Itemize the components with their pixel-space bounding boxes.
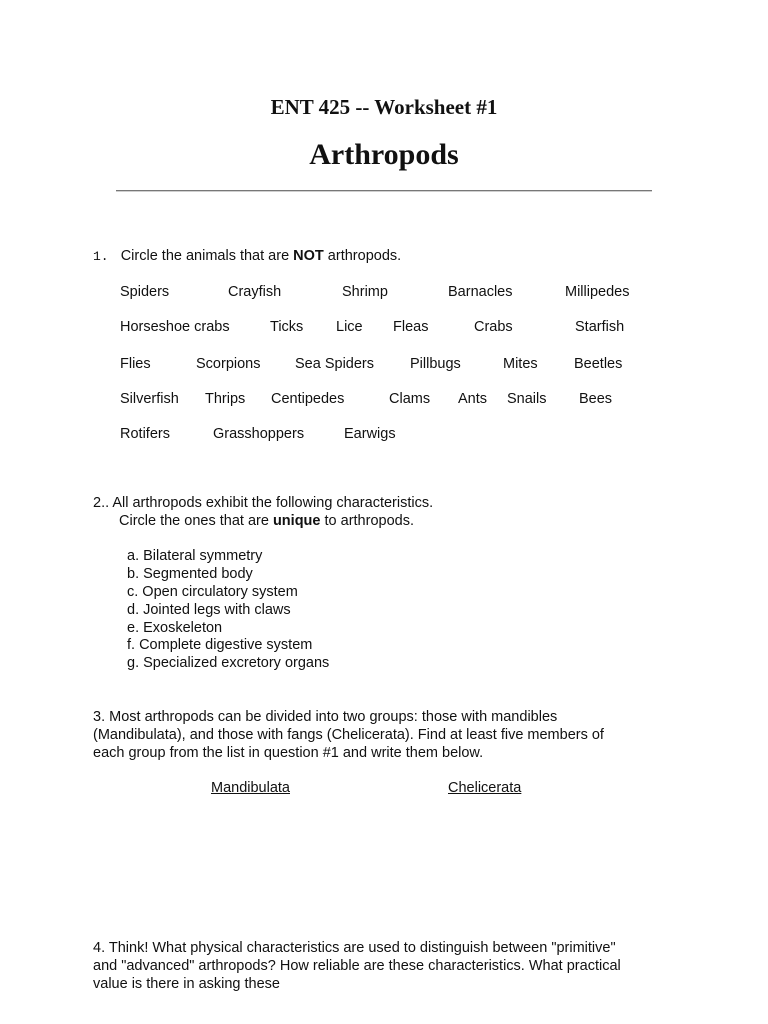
- animal-word[interactable]: Fleas: [393, 319, 429, 335]
- animal-word[interactable]: Thrips: [205, 391, 246, 407]
- animal-word[interactable]: Sea Spiders: [295, 356, 374, 372]
- animal-word[interactable]: Ticks: [270, 319, 304, 335]
- animal-word[interactable]: Barnacles: [448, 284, 513, 300]
- animal-word[interactable]: Crayfish: [228, 284, 282, 300]
- question-4-line: 4. Think! What physical characteristics are used to distinguish between "primitive": [93, 940, 616, 956]
- animal-word[interactable]: Crabs: [474, 319, 513, 335]
- animal-word[interactable]: Bees: [579, 391, 613, 407]
- animal-word[interactable]: Mites: [503, 356, 538, 372]
- question-2-text-before: Circle the ones that are: [119, 513, 273, 529]
- animal-word[interactable]: Scorpions: [196, 356, 261, 372]
- animal-word[interactable]: Millipedes: [565, 284, 630, 300]
- question-4-line: and "advanced" arthropods? How reliable are these characteristics. What practical: [93, 958, 621, 974]
- animal-word[interactable]: Horseshoe crabs: [120, 319, 230, 335]
- animal-word[interactable]: Earwigs: [344, 426, 396, 442]
- animal-word[interactable]: Spiders: [120, 284, 170, 300]
- characteristic-option[interactable]: d. Jointed legs with claws: [127, 602, 291, 618]
- animal-word[interactable]: Starfish: [575, 319, 625, 335]
- animal-word[interactable]: Centipedes: [271, 391, 345, 407]
- characteristic-option[interactable]: e. Exoskeleton: [127, 620, 223, 636]
- question-2-line-1: 2.. All arthropods exhibit the following characteristics.: [93, 495, 434, 511]
- question-3-line: (Mandibulata), and those with fangs (Chelicerata). Find at least five members of: [93, 727, 604, 743]
- animal-word[interactable]: Ants: [458, 391, 488, 407]
- question-3-line: each group from the list in question #1 and write them below.: [93, 745, 484, 761]
- animal-word[interactable]: Snails: [507, 391, 547, 407]
- title-divider: [116, 190, 652, 192]
- worksheet-topic-title: Arthropods: [309, 138, 459, 171]
- question-2-line-2: [119, 512, 414, 530]
- mandibulata-column-heading: Mandibulata: [211, 780, 290, 796]
- animal-word[interactable]: Shrimp: [342, 284, 388, 300]
- question-2-emphasis: unique: [272, 513, 321, 529]
- question-2-text-after: to arthropods.: [320, 513, 414, 529]
- animal-word[interactable]: Grasshoppers: [213, 426, 305, 442]
- characteristic-option[interactable]: a. Bilateral symmetry: [127, 548, 263, 564]
- worksheet-course-title: ENT 425 -- Worksheet #1: [270, 95, 498, 119]
- question-1-prompt: [93, 247, 401, 266]
- question-1-text-after: arthropods.: [323, 248, 402, 264]
- animal-word[interactable]: Clams: [389, 391, 431, 407]
- animal-word[interactable]: Beetles: [574, 356, 623, 372]
- question-4-line: value is there in asking these: [93, 976, 280, 992]
- question-1-number: 1.: [93, 249, 109, 264]
- question-1-text-before: Circle the animals that are: [120, 248, 294, 264]
- animal-word[interactable]: Pillbugs: [410, 356, 461, 372]
- characteristic-option[interactable]: f. Complete digestive system: [127, 637, 313, 653]
- characteristic-option[interactable]: b. Segmented body: [127, 566, 253, 582]
- question-3-line: 3. Most arthropods can be divided into two groups: those with mandibles: [93, 709, 558, 725]
- chelicerata-column-heading: Chelicerata: [448, 780, 522, 796]
- animal-word[interactable]: Silverfish: [120, 391, 179, 407]
- animal-word[interactable]: Flies: [120, 356, 151, 372]
- question-1-emphasis: NOT: [293, 248, 324, 264]
- animal-word[interactable]: Lice: [336, 319, 363, 335]
- characteristic-option[interactable]: c. Open circulatory system: [127, 584, 298, 600]
- animal-word[interactable]: Rotifers: [120, 426, 170, 442]
- characteristic-option[interactable]: g. Specialized excretory organs: [127, 655, 330, 671]
